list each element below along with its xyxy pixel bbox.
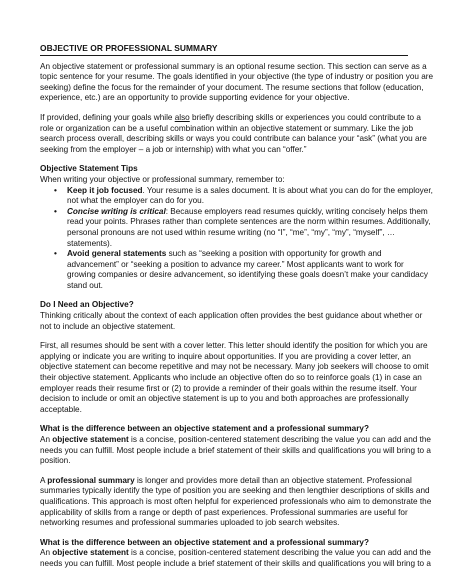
tip-bold: Avoid general statements: [67, 249, 167, 259]
tip-item-avoid-general: [54, 249, 434, 291]
need-paragraph-2: First, all resumes should be sent with a cover letter. This letter should identify the position for which you are applying or indicate you are writing to inquire about opportunities. If you are providing a cover letter, an objective statement can become repetitive and may not be necessary. Many job seekers will choose to omit their objective statement. Applicants who include an objective often do so to reinforce goals (1) in case an employer reads their resume first or (2) to provide a reminder of their goals within the resume itself. Your decision to include or omit an objective statement is up to you and both approaches are professionally acceptable.: [40, 341, 429, 414]
tips-heading: Objective Statement Tips: [40, 164, 138, 174]
bullet-icon: •: [54, 249, 57, 259]
summary-post: is longer and provides more detail than an objective statement. Professional summaries typically identify the type of position you are seeking and then lengthier descriptions of skills and qualifications. This approach is most often helpful for experienced professionals who aim to demonstrate the applicability of skills from a range or depth of past experiences. Professional summaries are useful for networking resumes and professional summaries uploaded to job search websites.: [40, 475, 432, 528]
intro-paragraph: An objective statement or professional summary is an optional resume section. This section can serve as a topic sentence for your resume. The goals identified in your objective (the type of industry or position you are seeking) define the focus for the remainder of your document. The resume sections that follow (education, experience, etc.) are an opportunity to provide supporting evidence for your objective.: [40, 61, 434, 103]
bullet-icon: •: [54, 185, 57, 195]
title-underline: [40, 55, 408, 56]
tips-list: [40, 186, 434, 292]
tip-bold: Concise writing is critical: [67, 206, 166, 216]
objective-post: is a concise, position-centered statement describing the value you can add and the needs you can fulfill. Most people include a brief statement of their skills and qualifications you will bring to a position.: [40, 435, 431, 466]
goals-paragraph: [40, 113, 434, 155]
page-title: OBJECTIVE OR PROFESSIONAL SUMMARY: [40, 43, 218, 53]
objective-post: is a concise, position-centered statement describing the value you can add and the needs you can fulfill. Most people include a brief statement of their skills and qualifications you will bring to a: [40, 548, 431, 568]
tip-bold: Keep it job focused: [67, 185, 143, 195]
need-objective-heading: Do I Need an Objective?: [40, 300, 134, 310]
objective-definition-repeat: [40, 548, 434, 569]
objective-pre: An: [40, 435, 53, 444]
tip-text: : Because employers read resumes quickly, writing concisely helps them read your points. Phrases rather than complete sentences are the norm within resumes. Additionally, personal pronouns are not used within resume writing (no “I”, “me”, “my”, “my”, “myself”, …statements).: [67, 206, 431, 248]
tips-lead: When writing your objective or professional summary, remember to:: [40, 174, 285, 184]
tip-item-concise: [54, 207, 434, 249]
difference-heading: What is the difference between an objective statement and a professional summary?: [40, 424, 369, 434]
need-paragraph-1: Thinking critically about the context of each application often provides the best guidance about whether or not to include an objective statement.: [40, 311, 423, 331]
goals-paragraph-post: briefly describing skills or experiences you could contribute to a role or organization can be a useful combination within an objective statement or summary. Like the job search process overall, describing skills or ways you could contribute can balance your “ask” (what you are seeking from the employer – a job or internship) with what you can “offer.”: [40, 112, 427, 154]
tips-section: [40, 164, 434, 291]
also-emphasis: also: [174, 112, 190, 122]
objective-term: objective statement: [52, 548, 129, 558]
objective-term: objective statement: [52, 435, 129, 444]
goals-paragraph-pre: If provided, defining your goals while: [40, 112, 175, 122]
tip-text: . Your resume is a sales document. It is about what you can do for the employer, not what the employer can do for you.: [67, 185, 433, 206]
objective-pre: An: [40, 548, 53, 558]
objective-definition: [40, 435, 434, 467]
section-title-block: [40, 43, 434, 56]
bullet-icon: •: [54, 206, 57, 216]
summary-term: professional summary: [47, 475, 135, 485]
tip-text: such as “seeking a position with opportunity for growth and advancement” or “seeking a position to advance my career.” Most applicants want to work for growing companies or desire advancement, so identifying these goals doesn’t make your candidacy stand out.: [67, 249, 428, 290]
difference-heading-repeat: What is the difference between an objective statement and a professional summary?: [40, 537, 369, 547]
summary-pre: A: [40, 475, 48, 485]
summary-definition: [40, 476, 434, 529]
tip-item-job-focused: [54, 186, 434, 207]
